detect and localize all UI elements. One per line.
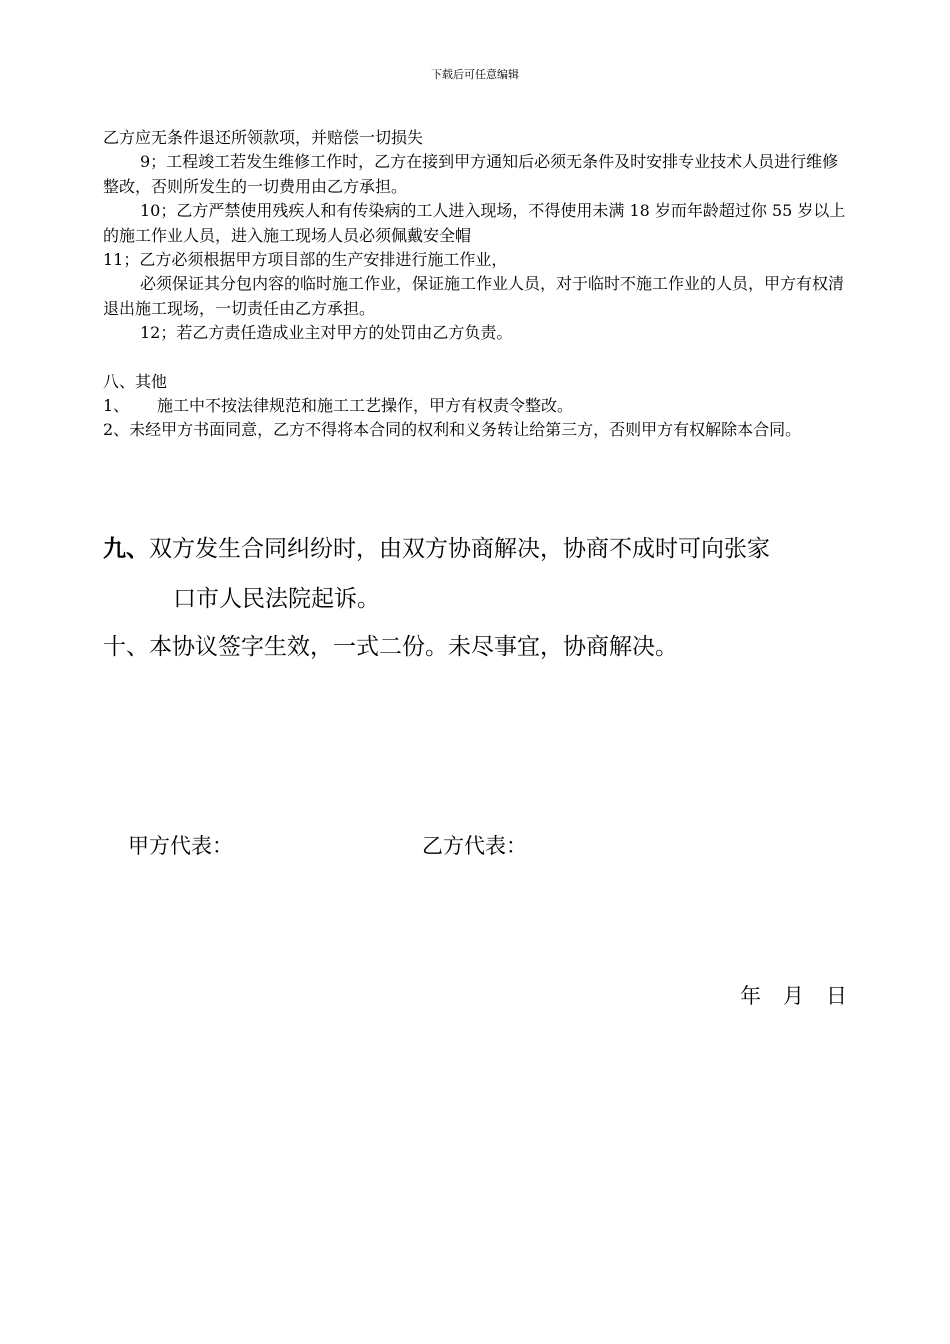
item-text: 施工中不按法律规范和施工工艺操作，甲方有权责令整改。 (157, 396, 574, 416)
clause-12: 12；若乙方责任造成业主对甲方的处罚由乙方负责。 (140, 323, 513, 343)
spacer (103, 346, 850, 370)
date-month: 月 (783, 984, 804, 1008)
page-header: 下载后可任意编辑 (431, 68, 519, 81)
party-a-signature: 甲方代表： (128, 834, 233, 858)
clause-line: 乙方应无条件退还所领款项，并赔偿一切损失 (103, 128, 424, 147)
clause-10: 10；乙方严禁使用残疾人和有传染病的工人进入现场，不得使用未满 18 岁而年龄超过你 55 岁以上的施工作业人员，进入施工现场人员必须佩戴安全帽 (103, 201, 846, 245)
item-number: 1、 (103, 396, 130, 416)
section-8-item-1 (103, 394, 850, 418)
section-10: 十、本协议签字生效，一式二份。未尽事宜，协商解决。 (103, 634, 678, 660)
date-day: 日 (826, 984, 847, 1008)
signing-date (740, 980, 847, 1010)
clause-11-continued: 必须保证其分包内容的临时施工作业，保证施工作业人员，对于临时不施工作业的人员，甲方有权清退出施工现场，一切责任由乙方承担。 (103, 274, 845, 318)
date-year: 年 (740, 984, 761, 1008)
clause-11: 11；乙方必须根据甲方项目部的生产安排进行施工作业， (103, 250, 508, 270)
section-9-text: 双方发生合同纠纷时，由双方协商解决，协商不成时可向张家 (149, 536, 770, 562)
contract-body (103, 126, 850, 443)
clause-9: 9；工程竣工若发生维修工作时，乙方在接到甲方通知后必须无条件及时安排专业技术人员进行维修整改，否则所发生的一切费用由乙方承担。 (103, 152, 839, 196)
section-9-continued: 口市人民法院起诉。 (173, 586, 380, 612)
party-b-signature: 乙方代表： (422, 834, 527, 858)
section-8-title: 八、其他 (103, 371, 168, 391)
section-9-number: 九、 (103, 535, 149, 562)
section-9 (103, 524, 863, 574)
section-8-item-2: 2、未经甲方书面同意，乙方不得将本合同的权利和义务转让给第三方，否则甲方有权解除本合同。 (103, 420, 802, 440)
